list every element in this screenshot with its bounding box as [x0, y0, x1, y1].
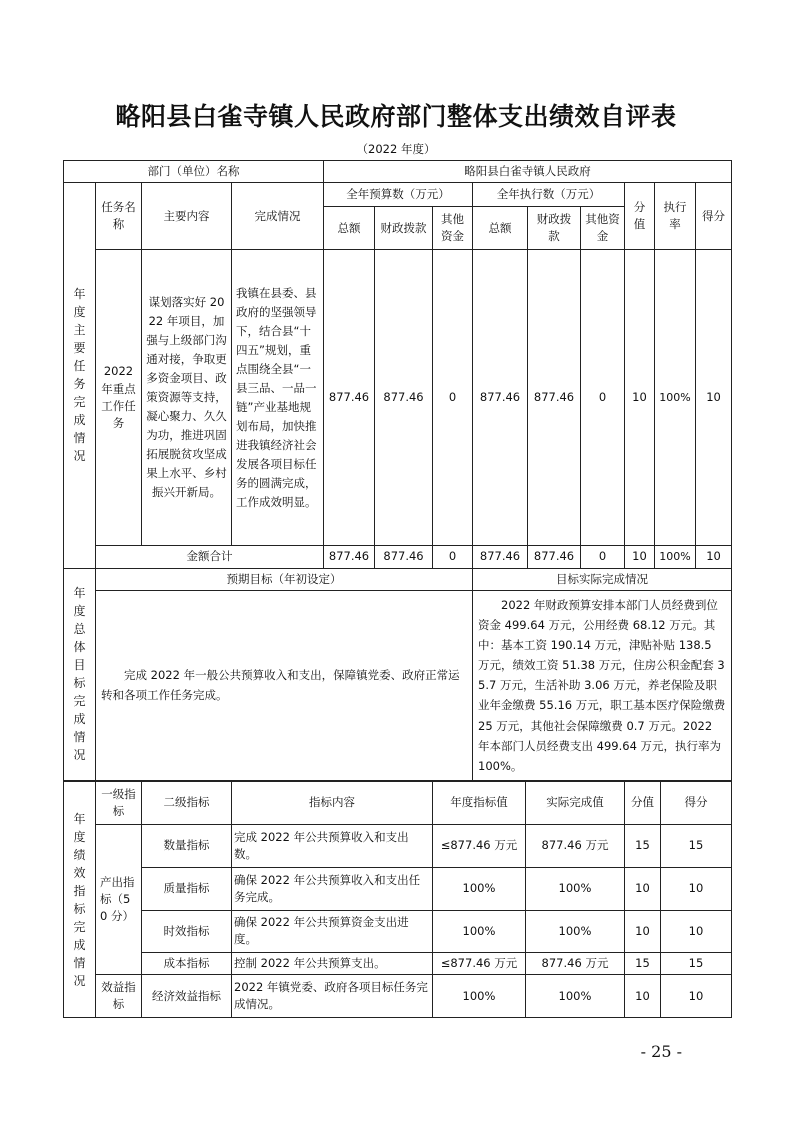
col-exec-other: 其他资金 — [581, 207, 625, 250]
dept-value: 略阳县白雀寺镇人民政府 — [324, 161, 732, 183]
budget-other: 0 — [433, 250, 473, 546]
table-row — [64, 910, 732, 952]
actual-goal-text: 2022 年财政预算安排本部门人员经费到位资金 499.64 万元，公用经费 68.12 万元。其中：基本工资 190.14 万元，津贴补贴 138.5 万元，绩效工资 51.38 万元，住房公积金配套 35.7 万元，生活补助 3.06 万元，养老保险及职业年金缴费 55.16 万元，职工基本医疗保险缴费 25 万元，其他社会保障缴费 0.7 万元。2022 年本部门人员经费支出 499.64 万元，执行率为 100%。 — [473, 590, 732, 780]
indicator-content: 确保 2022 年公共预算收入和支出任务完成。 — [232, 867, 433, 910]
performance-section-text: 年度绩效指标完成情况 — [73, 811, 86, 988]
target-value: 100% — [433, 910, 526, 952]
col-budget-fiscal: 财政拨款 — [375, 207, 433, 250]
performance-section-label — [64, 781, 96, 1017]
exec-rate: 100% — [655, 250, 696, 546]
task-main-content: 谋划落实好 2022 年项目，加强与上级部门沟通对接，争取更多资金项目、政策资源等支持，凝心聚力、久久为功，推进巩固拓展脱贫攻坚成果上水平、乡村振兴开新局。 — [142, 250, 232, 546]
actual-value: 877.46 万元 — [526, 952, 625, 974]
document-title: 略阳县白雀寺镇人民政府部门整体支出绩效自评表 — [115, 102, 677, 131]
total-exec-other: 0 — [581, 546, 625, 568]
col-exec-fiscal: 财政拨款 — [528, 207, 581, 250]
goal-content-row — [64, 590, 732, 780]
document-subtitle: （2022 年度） — [356, 142, 436, 156]
total-score: 10 — [696, 546, 732, 568]
col-actual: 实际完成值 — [526, 781, 625, 824]
task-completion: 我镇在县委、县政府的坚强领导下，结合县“十四五”规划，重点围绕全县“一县三品、一品一链”产业基地规划布局，加快推进我镇经济社会发展各项目标任务的圆满完成，工作成效明显。 — [232, 250, 324, 546]
level2: 数量指标 — [142, 824, 232, 867]
task-header-row-1 — [64, 183, 732, 207]
score-value: 10 — [625, 910, 661, 952]
expected-goal-header: 预期目标（年初设定） — [96, 568, 473, 590]
col-main-content: 主要内容 — [142, 183, 232, 250]
score-value: 15 — [625, 824, 661, 867]
score: 10 — [661, 867, 732, 910]
indicator-content: 确保 2022 年公共预算资金支出进度。 — [232, 910, 433, 952]
score: 10 — [661, 910, 732, 952]
level1-benefit: 效益指标 — [96, 975, 142, 1018]
table-row — [64, 867, 732, 910]
dept-label: 部门（单位）名称 — [64, 161, 324, 183]
table-row — [64, 250, 732, 546]
perf-header-row — [64, 781, 732, 824]
col-task-name: 任务名称 — [96, 183, 142, 250]
table-row — [64, 824, 732, 867]
score: 10 — [696, 250, 732, 546]
level2: 质量指标 — [142, 867, 232, 910]
exec-fiscal: 877.46 — [528, 250, 581, 546]
col-completion: 完成情况 — [232, 183, 324, 250]
performance-table — [63, 781, 732, 1018]
actual-goal-header: 目标实际完成情况 — [473, 568, 732, 590]
col-score-value: 分值 — [625, 183, 655, 250]
actual-value: 100% — [526, 867, 625, 910]
total-budget-other: 0 — [433, 546, 473, 568]
budget-total: 877.46 — [324, 250, 375, 546]
score-value: 10 — [625, 250, 655, 546]
total-exec-total: 877.46 — [473, 546, 528, 568]
total-score-value: 10 — [625, 546, 655, 568]
total-budget-fiscal: 877.46 — [375, 546, 433, 568]
page-number: - 25 - — [640, 1042, 682, 1062]
col-budget-other: 其他资金 — [433, 207, 473, 250]
col-exec-rate: 执行率 — [655, 183, 696, 250]
target-value: 100% — [433, 867, 526, 910]
score-value: 10 — [625, 975, 661, 1018]
overall-goal-section-label — [64, 568, 96, 780]
budget-fiscal: 877.46 — [375, 250, 433, 546]
table-row — [64, 975, 732, 1018]
col-level2: 二级指标 — [142, 781, 232, 824]
col-content: 指标内容 — [232, 781, 433, 824]
total-exec-fiscal: 877.46 — [528, 546, 581, 568]
score-value: 10 — [625, 867, 661, 910]
table-row — [64, 952, 732, 974]
col-score: 得分 — [696, 183, 732, 250]
main-task-section-text: 年度主要任务完成情况 — [73, 287, 86, 464]
total-label: 金额合计 — [96, 546, 324, 568]
actual-value: 877.46 万元 — [526, 824, 625, 867]
col-exec-total: 总额 — [473, 207, 528, 250]
expected-goal-text: 完成 2022 年一般公共预算收入和支出，保障镇党委、政府正常运转和各项工作任务完成。 — [96, 590, 473, 780]
level1-output: 产出指标（50 分） — [96, 824, 142, 974]
indicator-content: 完成 2022 年公共预算收入和支出数。 — [232, 824, 433, 867]
col-budget-total: 总额 — [324, 207, 375, 250]
target-value: ≤877.46 万元 — [433, 952, 526, 974]
task-name: 2022 年重点工作任务 — [96, 250, 142, 546]
dept-row — [64, 161, 732, 183]
target-value: 100% — [433, 975, 526, 1018]
col-exec-group: 全年执行数（万元） — [473, 183, 625, 207]
target-value: ≤877.46 万元 — [433, 824, 526, 867]
score: 10 — [661, 975, 732, 1018]
actual-value: 100% — [526, 910, 625, 952]
main-task-table — [63, 160, 732, 781]
exec-other: 0 — [581, 250, 625, 546]
col-target: 年度指标值 — [433, 781, 526, 824]
actual-value: 100% — [526, 975, 625, 1018]
total-row — [64, 546, 732, 568]
main-task-section-label — [64, 183, 96, 568]
level2: 时效指标 — [142, 910, 232, 952]
indicator-content: 控制 2022 年公共预算支出。 — [232, 952, 433, 974]
score: 15 — [661, 952, 732, 974]
col-perf-score: 得分 — [661, 781, 732, 824]
level2: 经济效益指标 — [142, 975, 232, 1018]
col-budget-group: 全年预算数（万元） — [324, 183, 473, 207]
score: 15 — [661, 824, 732, 867]
total-exec-rate: 100% — [655, 546, 696, 568]
total-budget-total: 877.46 — [324, 546, 375, 568]
overall-goal-section-text: 年度总体目标完成情况 — [73, 586, 86, 763]
goal-header-row — [64, 568, 732, 590]
score-value: 15 — [625, 952, 661, 974]
col-level1: 一级指标 — [96, 781, 142, 824]
exec-total: 877.46 — [473, 250, 528, 546]
indicator-content: 2022 年镇党委、政府各项目标任务完成情况。 — [232, 975, 433, 1018]
col-perf-score-value: 分值 — [625, 781, 661, 824]
level2: 成本指标 — [142, 952, 232, 974]
